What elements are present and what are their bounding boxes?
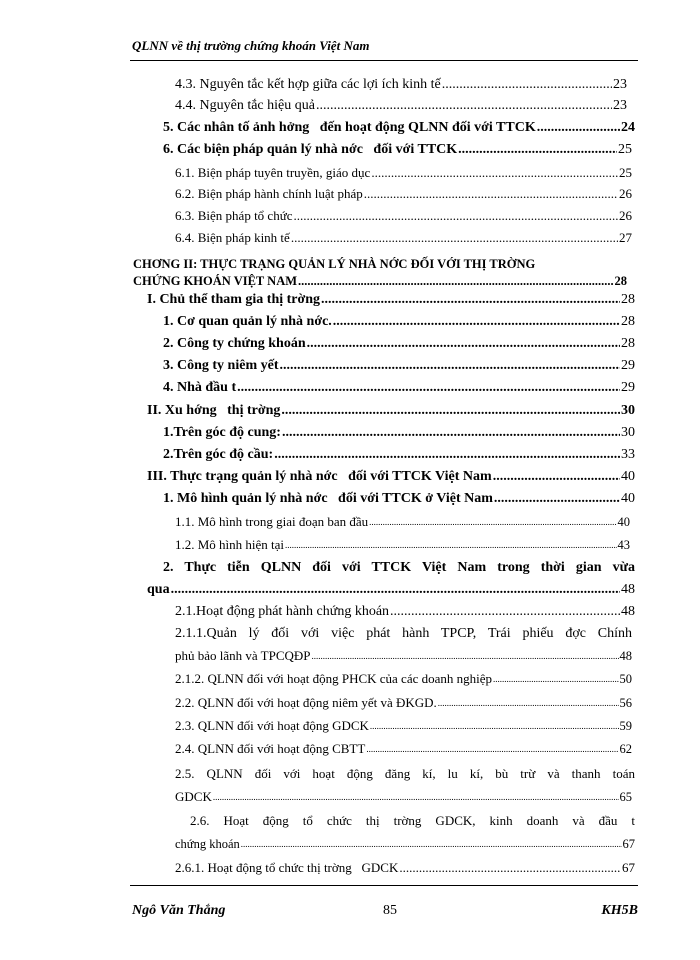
toc-entry-title: 1. Cơ quan quản lý nhà nớc. — [163, 314, 332, 329]
running-header: QLNN về thị trường chứng khoán Việt Nam — [132, 38, 370, 53]
toc-chapter-heading[interactable]: CHƠNG II: THỰC TRẠNG QUẢN LÝ NHÀ NỚC ĐỐI VỚI THỊ TRỜNG — [133, 257, 536, 271]
toc-entry-title: 6. Các biện pháp quản lý nhà nớc đối với TTCK — [163, 142, 458, 157]
toc-entry-title-line1[interactable]: 2. Thực tiễn QLNN đối với TTCK Việt Nam trong thời gian vừa — [163, 560, 635, 575]
toc-entry[interactable] — [175, 208, 632, 224]
toc-entry-title-line1[interactable]: 2.6. Hoạt động tổ chức thị trờng GDCK, kinh doanh và đầu t — [190, 813, 635, 828]
toc-entry-page: 29 — [621, 358, 635, 373]
toc-entry-title: CHỨNG KHOÁN VIỆT NAM — [133, 274, 298, 288]
toc-entry[interactable] — [175, 186, 632, 202]
footer-author: Ngô Văn Thắng — [132, 903, 226, 918]
toc-entry-page: 25 — [618, 142, 632, 157]
toc-entry[interactable] — [163, 447, 635, 463]
toc-entry[interactable] — [175, 648, 632, 664]
toc-entry-page: 28 — [621, 314, 635, 329]
toc-entry-page: 28 — [621, 292, 635, 307]
toc-entry-title: 2.4. QLNN đối với hoạt động CBTT — [175, 741, 366, 756]
toc-entry-page: 67 — [622, 837, 635, 851]
toc-entry-title: 6.1. Biện pháp tuyên truyền, giáo dục — [175, 165, 371, 180]
toc-entry-title: 4.4. Nguyên tắc hiệu quả — [175, 98, 315, 113]
toc-entry-page: 23 — [613, 98, 627, 113]
toc-entry-page: 26 — [619, 208, 632, 223]
toc-entry-title: 2.3. QLNN đối với hoạt động GDCK — [175, 718, 369, 733]
toc-entry-page: 26 — [619, 186, 632, 201]
toc-entry-page: 40 — [621, 491, 635, 506]
toc-entry-page: 43 — [617, 538, 630, 552]
toc-entry[interactable] — [163, 314, 635, 330]
toc-entry-title: 6.3. Biện pháp tổ chức — [175, 208, 293, 223]
toc-entry-title: 2.1.Hoạt động phát hành chứng khoán — [175, 604, 390, 619]
toc-entry-title: II. Xu hớng thị trờng — [147, 403, 281, 418]
toc-entry[interactable] — [163, 358, 635, 374]
toc-entry[interactable] — [175, 604, 635, 620]
toc-entry[interactable] — [175, 98, 627, 114]
toc-entry-title: 5. Các nhân tố ảnh hởng đến hoạt động QLNN đối với TTCK — [163, 120, 536, 135]
header-rule — [130, 60, 638, 61]
toc-entry-page: 65 — [619, 790, 632, 804]
toc-entry[interactable] — [163, 120, 635, 136]
toc-entry-page: 33 — [621, 447, 635, 462]
toc-entry[interactable] — [175, 741, 632, 757]
toc-entry-title: 4. Nhà đầu t — [163, 380, 237, 395]
toc-entry[interactable] — [175, 537, 630, 553]
toc-entry-page: 27 — [619, 230, 632, 245]
toc-entry-title: 2.6.1. Hoạt động tổ chức thị trờng GDCK — [175, 860, 399, 875]
toc-entry[interactable] — [163, 425, 635, 441]
footer-rule — [130, 885, 638, 886]
toc-entry-title: GDCK — [175, 789, 212, 804]
toc-entry[interactable] — [163, 380, 635, 396]
toc-entry-title: phủ bảo lãnh và TPCQĐP — [175, 648, 311, 663]
toc-entry-title: 2.1.2. QLNN đối với hoạt động PHCK của các doanh nghiệp — [175, 671, 493, 686]
toc-entry[interactable] — [175, 514, 630, 530]
toc-entry-title: I. Chủ thể tham gia thị trờng — [147, 292, 321, 307]
toc-entry[interactable] — [147, 292, 635, 308]
toc-entry[interactable] — [175, 718, 632, 734]
toc-entry-title: 2.Trên góc độ cầu: — [163, 447, 274, 462]
toc-entry[interactable] — [147, 469, 635, 485]
toc-entry[interactable] — [163, 336, 635, 352]
toc-entry-page: 48 — [621, 582, 635, 597]
toc-entry-title-line1[interactable]: 2.1.1.Quản lý đối với việc phát hành TPCP, Trái phiếu đợc Chính — [175, 626, 632, 641]
toc-entry[interactable] — [133, 273, 627, 289]
toc-entry-page: 62 — [619, 742, 632, 756]
toc-entry-title: chứng khoán — [175, 837, 240, 851]
toc-entry-title: III. Thực trạng quản lý nhà nớc đối với TTCK Việt Nam — [147, 469, 492, 484]
toc-entry-page: 30 — [621, 403, 635, 418]
toc-entry-page: 40 — [617, 515, 630, 529]
toc-entry-title: 4.3. Nguyên tắc kết hợp giữa các lợi ích kinh tế — [175, 77, 441, 92]
toc-entry[interactable] — [175, 836, 635, 852]
toc-entry-title: 2.2. QLNN đối với hoạt động niêm yết và ĐKGD. — [175, 695, 437, 710]
toc-entry-page: 28 — [621, 336, 635, 351]
toc-entry-title: 6.2. Biện pháp hành chính luật pháp — [175, 186, 363, 201]
toc-entry-page: 59 — [619, 719, 632, 733]
toc-entry-page: 30 — [621, 425, 635, 440]
toc-entry-page: 67 — [622, 860, 635, 875]
toc-entry-title-line1[interactable]: 2.5. QLNN đối với hoạt động đăng kí, lu kí, bù trừ và thanh toán — [175, 766, 635, 781]
footer-page-number: 85 — [383, 903, 397, 918]
toc-entry[interactable] — [175, 671, 632, 687]
toc-entry-title: 1. Mô hình quản lý nhà nớc đối với TTCK ở Việt Nam — [163, 491, 493, 506]
toc-entry[interactable] — [147, 403, 635, 419]
toc-entry[interactable] — [175, 230, 632, 246]
toc-entry-page: 28 — [614, 274, 627, 288]
toc-entry-page: 56 — [619, 696, 632, 710]
footer-class: KH5B — [601, 903, 638, 918]
toc-entry-title: 1.2. Mô hình hiện tại — [175, 537, 285, 552]
toc-entry-title: 1.1. Mô hình trong giai đoạn ban đầu — [175, 514, 369, 529]
toc-entry[interactable] — [163, 491, 635, 507]
toc-entry-page: 50 — [619, 672, 632, 686]
toc-entry[interactable] — [163, 142, 632, 158]
toc-entry-title: 6.4. Biện pháp kinh tế — [175, 230, 290, 245]
toc-entry-page: 48 — [621, 604, 635, 619]
toc-entry[interactable] — [175, 860, 635, 876]
toc-entry-page: 40 — [621, 469, 635, 484]
toc-entry-title: 2. Công ty chứng khoán — [163, 336, 306, 351]
toc-entry-title: qua — [147, 582, 170, 597]
toc-entry[interactable] — [175, 695, 632, 711]
toc-entry-page: 24 — [621, 120, 635, 135]
toc-entry[interactable] — [175, 789, 632, 805]
toc-entry-title: 3. Công ty niêm yết — [163, 358, 279, 373]
toc-entry-page: 29 — [621, 380, 635, 395]
toc-entry-page: 48 — [619, 649, 632, 663]
toc-entry-title: 1.Trên góc độ cung: — [163, 425, 281, 440]
toc-entry[interactable] — [147, 582, 635, 598]
toc-entry[interactable] — [175, 77, 627, 93]
toc-entry[interactable] — [175, 165, 632, 181]
toc-entry-page: 23 — [613, 77, 627, 92]
toc-entry-page: 25 — [619, 165, 632, 180]
